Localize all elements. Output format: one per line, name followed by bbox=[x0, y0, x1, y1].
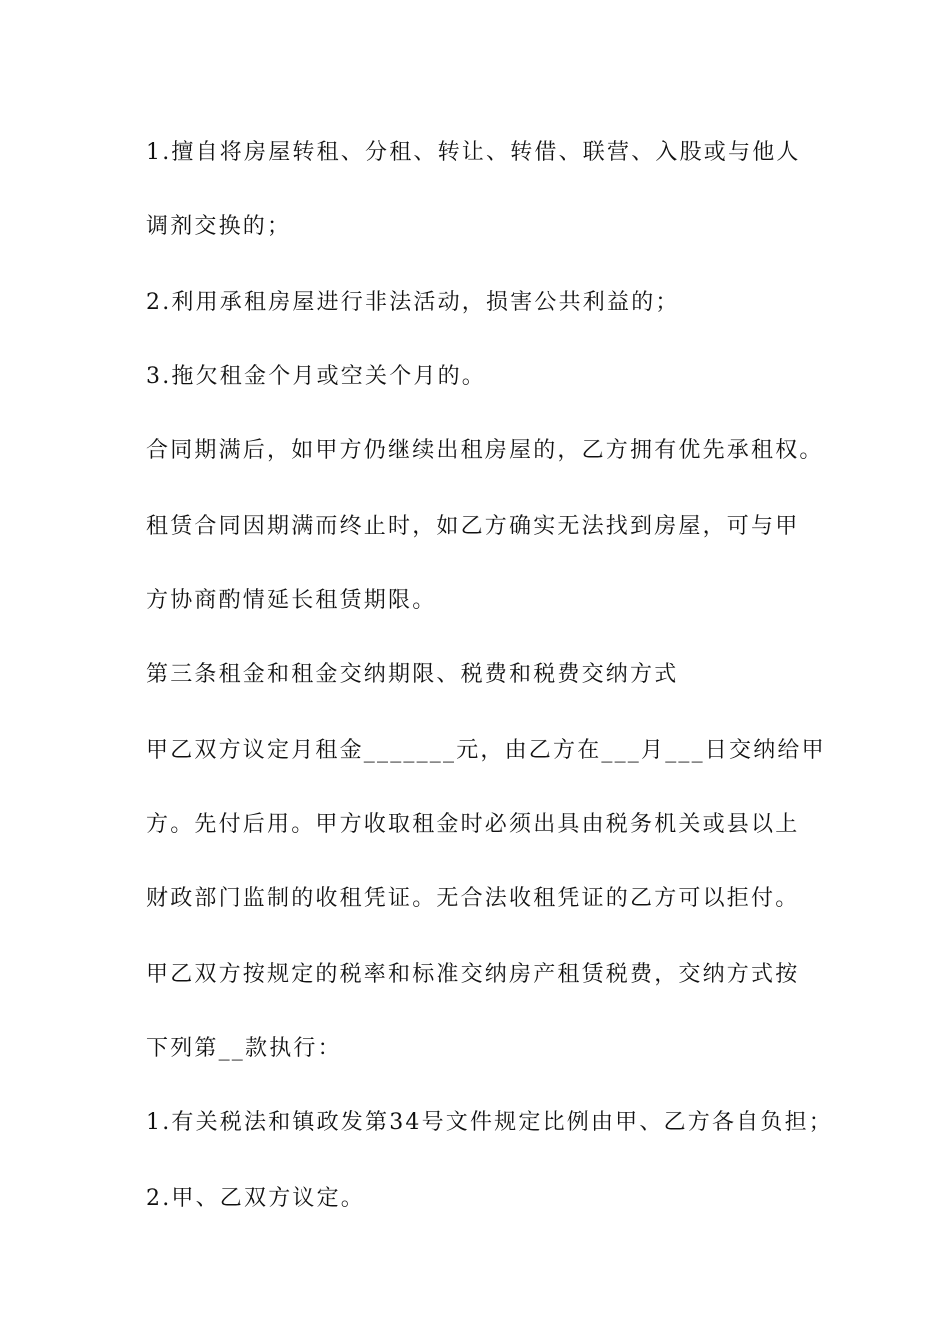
text-line: 租赁合同因期满而终止时，如乙方确实无法找到房屋，可与甲 bbox=[146, 514, 800, 539]
text-line: 1.擅自将房屋转租、分租、转让、转借、联营、入股或与他人 bbox=[146, 140, 801, 165]
section-heading: 第三条租金和租金交纳期限、税费和税费交纳方式 bbox=[146, 662, 679, 687]
text-line: 甲乙双方议定月租金_______元，由乙方在___月___日交纳给甲 bbox=[146, 738, 826, 763]
text-line: 3.拖欠租金个月或空关个月的。 bbox=[146, 364, 486, 389]
text-line: 甲乙双方按规定的税率和标准交纳房产租赁税费，交纳方式按 bbox=[146, 962, 800, 987]
text-line: 下列第__款执行： bbox=[146, 1036, 342, 1061]
text-line: 合同期满后，如甲方仍继续出租房屋的，乙方拥有优先承租权。 bbox=[146, 438, 824, 463]
text-line: 财政部门监制的收租凭证。无合法收租凭证的乙方可以拒付。 bbox=[146, 886, 800, 911]
text-line: 2.利用承租房屋进行非法活动，损害公共利益的； bbox=[146, 290, 680, 315]
text-line: 调剂交换的； bbox=[146, 214, 292, 239]
text-line: 2.甲、乙双方议定。 bbox=[146, 1186, 365, 1211]
text-line: 方协商酌情延长租赁期限。 bbox=[146, 588, 437, 613]
text-line: 1.有关税法和镇政发第34号文件规定比例由甲、乙方各自负担； bbox=[146, 1110, 833, 1135]
text-line: 方。先付后用。甲方收取租金时必须出具由税务机关或县以上 bbox=[146, 812, 800, 837]
